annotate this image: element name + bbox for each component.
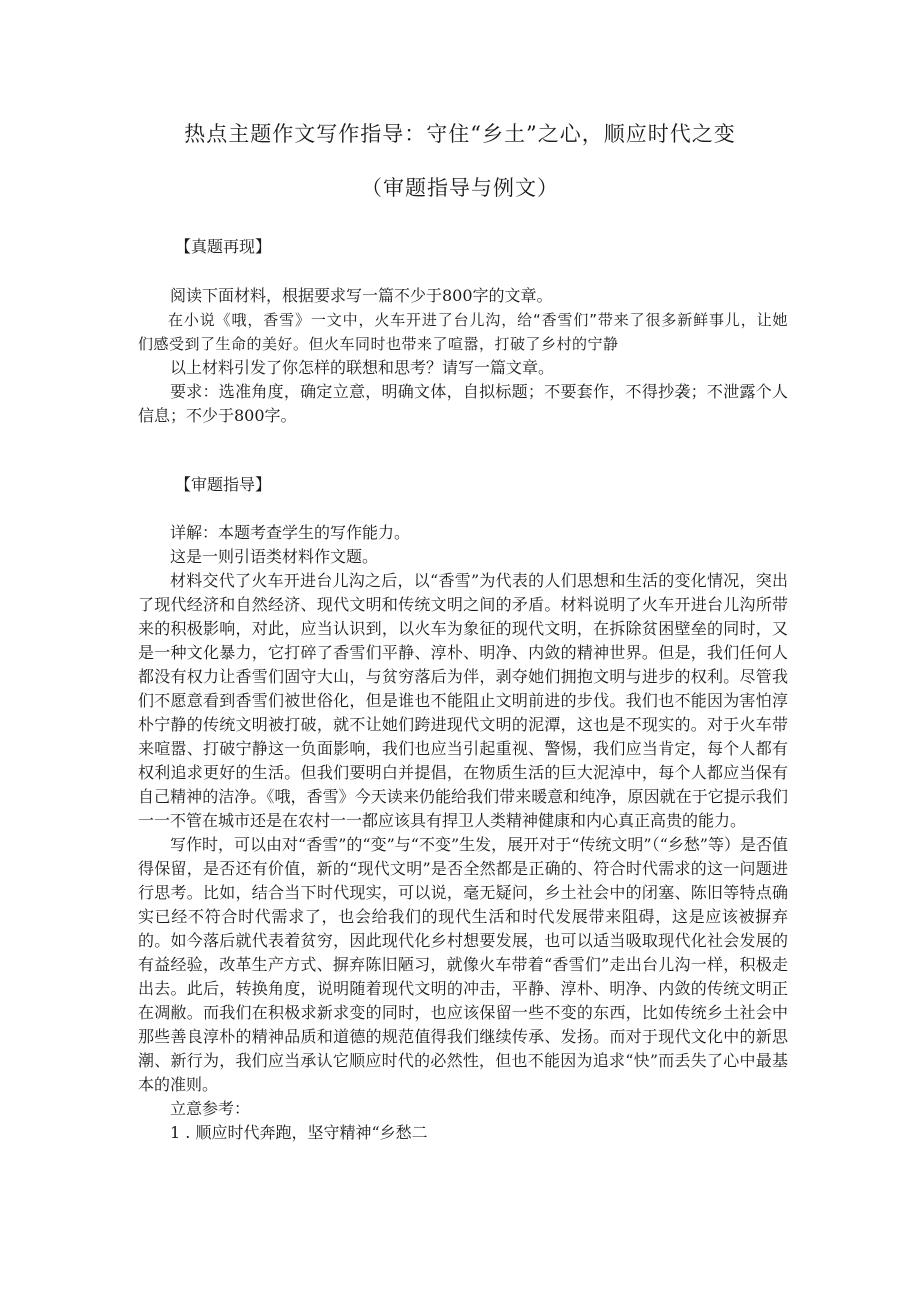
document-subtitle: （审题指导与例文） — [361, 176, 559, 200]
guidance-body — [138, 521, 788, 1145]
document-title: 热点主题作文写作指导：守住“乡土”之心，顺应时代之变 — [184, 122, 736, 146]
paragraph-type: 这是一则引语类材料作文题。 — [170, 547, 379, 566]
paragraph-theme-item-1: 1 . 顺应时代奔跑，坚守精神“乡愁二 — [170, 1123, 428, 1142]
paragraph-requirements: 要求：选准角度，确定立意，明确文体，自拟标题；不要套作，不得抄袭；不泄露个人信息；不少于800字。 — [138, 382, 788, 425]
section-heading-guidance: 【审题指导】 — [175, 475, 272, 494]
paragraph-material: 在小说《哦，香雪》一文中，火车开进了台儿沟，给“香雪们”带来了很多新鲜事儿，让她们感受到了生命的美好。但火车同时也带来了喧嚣，打破了乡村的宁静 — [138, 311, 788, 353]
paragraph-analysis: 材料交代了火车开进台儿沟之后，以“香雪”为代表的人们思想和生活的变化情况，突出了现代经济和自然经济、现代文明和传统文明之间的矛盾。材料说明了火车开进台儿沟所带来的积极影响，对此，应当认识到，以火车为象征的现代文明，在拆除贫困壁垒的同时，又是一种文化暴力，它打碎了香雪们平静、淳朴、明净、内敛的精神世界。但是，我们任何人都没有权力让香雪们固守大山，与贫穷落后为伴，剥夺她们拥抱文明与进步的权利。尽管我们不愿意看到香雪们被世俗化，但是谁也不能阻止文明前进的步伐。我们也不能因为害怕淳朴宁静的传统文明被打破，就不让她们跨进现代文明的泥潭，这也是不现实的。对于火车带来喧嚣、打破宁静这一负面影响，我们也应当引起重视、警惕，我们应当肯定，每个人都有权利追求更好的生活。但我们要明白并提倡，在物质生活的巨大泥淖中，每个人都应当保有自己精神的洁净。《哦，香雪》今天读来仍能给我们带来暖意和纯净，原因就在于它提示我们一一不管在城市还是在农村一一都应该具有捍卫人类精神健康和内心真正高贵的能力。 — [138, 571, 788, 830]
paragraph-theme-reference-label: 立意参考： — [170, 1099, 251, 1118]
paragraph-instruction: 阅读下面材料，根据要求写一篇不少于800字的文章。 — [170, 286, 553, 305]
paragraph-prompt: 以上材料引发了你怎样的联想和思考？请写一篇文章。 — [170, 358, 555, 377]
paragraph-writing-advice: 写作时，可以由对“香雪”的“变”与“不变”生发，展开对于“传统文明”（“乡愁”等）是否值得保留，是否还有价值，新的“现代文明”是否全然都是正确的、符合时代需求的这一问题进行思考。比如，结合当下时代现实，可以说，毫无疑问，乡土社会中的闭塞、陈旧等特点确实已经不符合时代需求了，也会给我们的现代生活和时代发展带来阻碍，这是应该被摒弃的。如今落后就代表着贫穷，因此现代化乡村想要发展，也可以适当吸取现代化社会发展的有益经验，改革生产方式、摒弃陈旧陋习，就像火车带着“香雪们”走出台儿沟一样，积极走出去。此后，转换角度，说明随着现代文明的冲击，平静、淳朴、明净、内敛的传统文明正在凋敝。而我们在积极求新求变的同时，也应该保留一些不变的东西，比如传统乡土社会中那些善良淳朴的精神品质和道德的规范值得我们继续传承、发扬。而对于现代文化中的新思潮、新行为，我们应当承认它顺应时代的必然性，但也不能因为追求“快”而丢失了心中最基本的准则。 — [138, 835, 788, 1094]
section-heading-exam-question: 【真题再现】 — [175, 237, 272, 256]
paragraph-detail: 详解：本题考查学生的写作能力。 — [170, 523, 411, 542]
exam-question-body — [138, 284, 788, 428]
